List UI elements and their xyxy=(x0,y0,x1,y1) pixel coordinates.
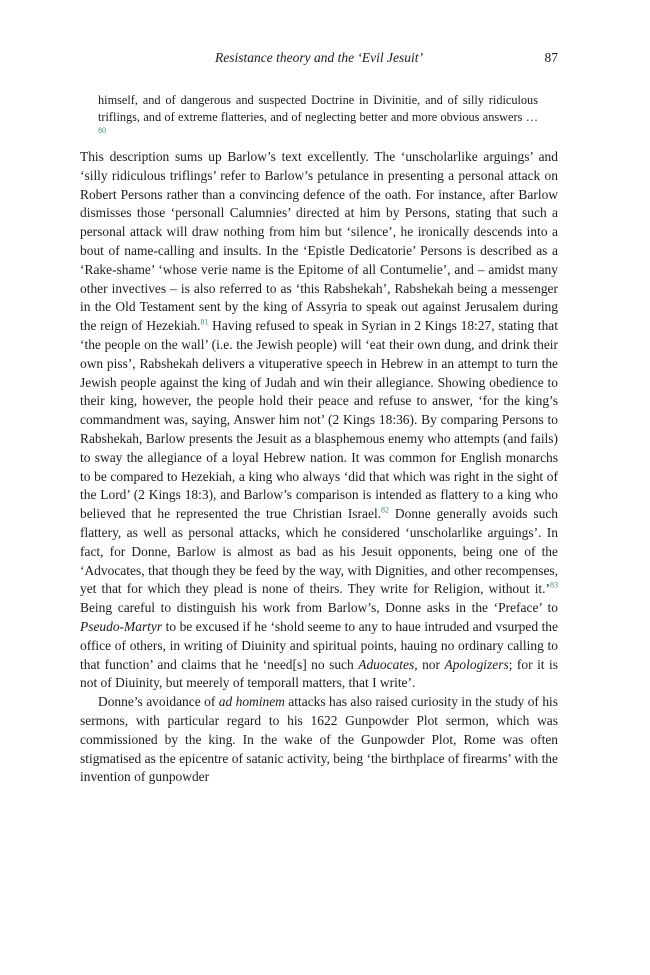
paragraph-2 xyxy=(80,693,558,787)
paragraph-2-text-2: attacks has also raised curiosity in the study of his sermons, with particular regard to his 1622 Gunpowder Plot sermon, which was commissioned by the king. In the wake of the Gunpowder Plot, Rome was often stigmatised as the epicentre of satanic activity, being ‘the birthplace of firearms’ with the invention of gunpowder xyxy=(80,694,558,785)
italic-aduocates: Aduocates, xyxy=(358,656,418,672)
paragraph-1-text-5: to be excused if he ‘shold seeme to any to haue intruded and vsurped the office of others, in writing of Diuinity and spiritual points, hauing no ordinary calling to that function’ and claims that he ‘need[s] no such xyxy=(80,618,558,672)
paragraph-1-text-7: ; for it is not of Diuinity, but meerely of temporall matters, that I write’. xyxy=(80,656,558,691)
footnote-ref-83[interactable]: 83 xyxy=(550,580,558,590)
footnote-ref-82[interactable]: 82 xyxy=(381,505,390,515)
paragraph-1-text-6: nor xyxy=(417,656,445,672)
title-pseudo-martyr: Pseudo-Martyr xyxy=(80,618,163,634)
quotation-body: himself, and of dangerous and suspected Doctrine in Divinitie, and of silly ridiculous triflings, and of extreme flatteries, and of neglecting better and more obvious answers … xyxy=(98,93,538,124)
running-title: Resistance theory and the ‘Evil Jesuit’ xyxy=(214,50,424,65)
footnote-ref-80[interactable]: 80 xyxy=(98,125,106,135)
running-head xyxy=(80,50,558,70)
italic-ad-hominem: ad hominem xyxy=(218,694,285,710)
paragraph-1 xyxy=(80,148,558,693)
quotation-text xyxy=(98,92,538,143)
italic-apologizers: Apologizers xyxy=(444,656,509,672)
paragraph-1-text-4: Being careful to distinguish his work from Barlow’s, Donne asks in the ‘Preface’ to xyxy=(80,600,558,616)
paragraph-1-text-1: This description sums up Barlow’s text excellently. The ‘unscholarlike arguings’ and ‘silly ridiculous triflings’ refer to Barlow’s petulance in presenting a personal attack on Robert Persons rather than a convincing defence of the oath. For instance, after Barlow dismisses those ‘personall Calumnies’ directed at him by Persons, stating that such a personal attack will draw nothing from him but ‘silence’, he ironically descends into a bout of name-calling and insults. In the ‘Epistle Dedicatorie’ Persons is described as a ‘Rake-shame’ ‘whose verie name is the Epitome of all Contumelie’, and – amidst many other invectives – is also referred to as ‘this Rabshekah’, Rabshekah being a messenger in the Old Testament sent by the king of Assyria to speak out against Jerusalem during the reign of Hezekiah. xyxy=(80,149,558,334)
footnote-ref-81[interactable]: 81 xyxy=(200,317,209,327)
block-quotation xyxy=(98,92,538,143)
paragraph-1-text-2: Having refused to speak in Syrian in 2 Kings 18:27, stating that ‘the people on the wall’ (i.e. the Jewish people) will ‘eat their own dung, and drink their own piss’, Rabshekah delivers a vituperative speech in Hebrew in an attempt to turn the Jewish people against the king of Judah and win their allegiance. Showing obedience to their king, however, the people hold their peace and refuse to answer, ‘for the king’s commandment was, saying, Answer him not’ (2 Kings 18:36). By comparing Persons to Rabshekah, Barlow presents the Jesuit as a blasphemous enemy who attempts (and fails) to sway the allegiance of a loyal Hebrew nation. It was common for English monarchs to be compared to Hezekiah, a king who always ‘did that which was right in the sight of the Lord’ (2 Kings 18:3), and Barlow’s comparison is intended as flattery to a king who believed that he represented the true Christian Israel. xyxy=(80,318,558,522)
page-number: 87 xyxy=(544,50,558,65)
paragraph-1-text-3: Donne generally avoids such flattery, as well as personal attacks, which he considered ‘unscholarlike arguings’. In fact, for Donne, Barlow is almost as bad as his Jesuit opponents, being one of the ‘Advocates, that though they be feed by the way, with Dignities, and other recompenses, yet that for which they plead is none of theirs. They write for Religion, without it.’ xyxy=(80,506,558,597)
paragraph-2-text-1: Donne’s avoidance of xyxy=(98,694,219,710)
main-text xyxy=(80,148,558,787)
